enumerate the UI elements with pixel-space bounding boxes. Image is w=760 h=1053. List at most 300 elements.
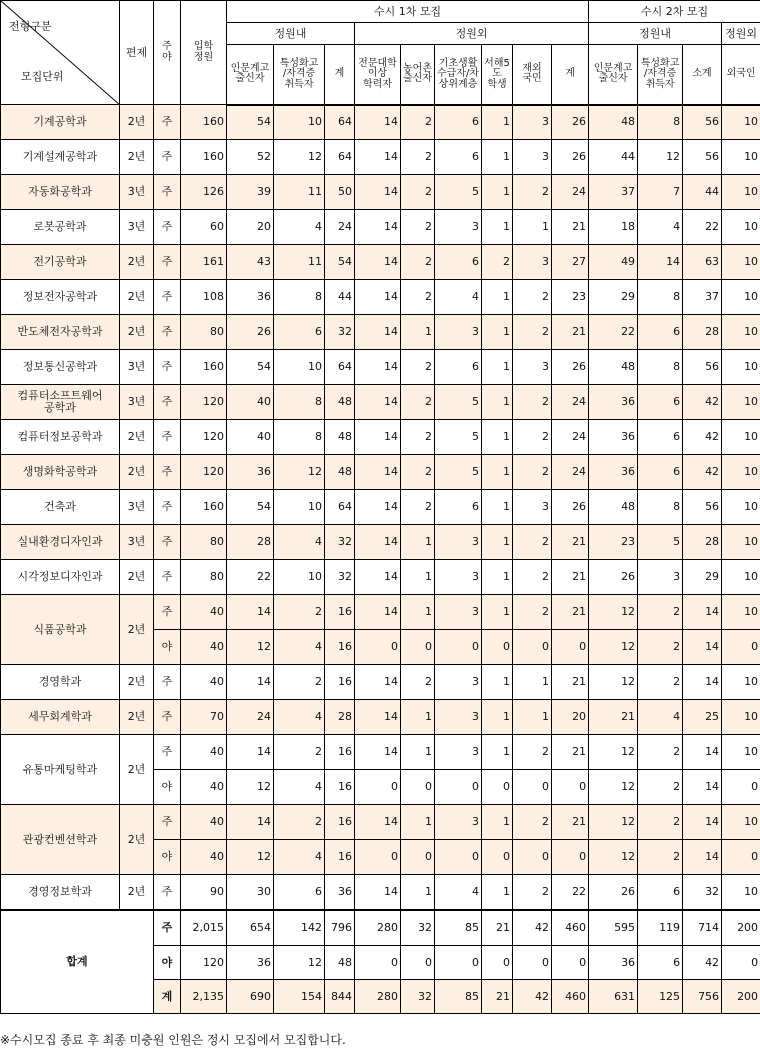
value-cell: 50 <box>325 175 355 210</box>
program-length: 2년 <box>120 875 154 910</box>
value-cell: 24 <box>552 455 589 490</box>
value-cell: 26 <box>227 315 274 350</box>
value-cell: 2 <box>513 420 552 455</box>
day-night: 주 <box>154 875 181 910</box>
value-cell: 10 <box>274 490 325 525</box>
header-daynight: 주 야 <box>154 1 181 105</box>
value-cell: 12 <box>227 840 274 875</box>
value-cell: 0 <box>552 840 589 875</box>
value-cell: 844 <box>325 980 355 1014</box>
admission-quota: 160 <box>181 140 227 175</box>
value-cell: 0 <box>355 946 401 980</box>
value-cell: 10 <box>722 525 760 560</box>
header-r2-within: 정원내 <box>589 23 722 45</box>
value-cell: 3 <box>435 595 482 630</box>
department-name: 생명화학공학과 <box>1 455 120 490</box>
admission-quota: 120 <box>181 385 227 420</box>
program-length: 2년 <box>120 420 154 455</box>
day-night: 주 <box>154 490 181 525</box>
program-length: 2년 <box>120 245 154 280</box>
admission-quota: 40 <box>181 595 227 630</box>
value-cell: 1 <box>482 525 513 560</box>
value-cell: 2 <box>513 875 552 910</box>
value-cell: 1 <box>482 455 513 490</box>
value-cell: 10 <box>274 350 325 385</box>
value-cell: 1 <box>401 805 435 840</box>
value-cell: 28 <box>227 525 274 560</box>
value-cell: 48 <box>325 455 355 490</box>
value-cell: 44 <box>325 280 355 315</box>
value-cell: 0 <box>722 770 760 805</box>
value-cell: 24 <box>325 210 355 245</box>
value-cell: 14 <box>683 595 722 630</box>
value-cell: 12 <box>274 140 325 175</box>
value-cell: 14 <box>355 735 401 770</box>
value-cell: 6 <box>638 455 683 490</box>
value-cell: 631 <box>589 980 638 1014</box>
department-name: 정보전자공학과 <box>1 280 120 315</box>
value-cell: 48 <box>589 490 638 525</box>
value-cell: 1 <box>401 560 435 595</box>
value-cell: 2 <box>274 595 325 630</box>
value-cell: 16 <box>325 770 355 805</box>
department-name: 정보통신공학과 <box>1 350 120 385</box>
day-night: 주 <box>154 245 181 280</box>
value-cell: 14 <box>355 595 401 630</box>
value-cell: 0 <box>482 630 513 665</box>
value-cell: 14 <box>355 385 401 420</box>
total-daynight: 계 <box>154 980 181 1014</box>
value-cell: 1 <box>401 315 435 350</box>
value-cell: 21 <box>552 560 589 595</box>
value-cell: 6 <box>638 946 683 980</box>
value-cell: 11 <box>274 245 325 280</box>
value-cell: 2 <box>482 245 513 280</box>
value-cell: 16 <box>325 630 355 665</box>
table-header <box>1 1 760 105</box>
value-cell: 2 <box>401 490 435 525</box>
header-r1-humanities: 인문계고 출신자 <box>227 45 274 105</box>
value-cell: 2 <box>513 385 552 420</box>
program-length: 2년 <box>120 140 154 175</box>
value-cell: 0 <box>401 770 435 805</box>
value-cell: 21 <box>552 525 589 560</box>
value-cell: 1 <box>482 875 513 910</box>
value-cell: 4 <box>274 770 325 805</box>
header-r1-outside-total: 계 <box>552 45 589 105</box>
corner-label-type: 전형구분 <box>9 20 52 33</box>
value-cell: 85 <box>435 980 482 1014</box>
value-cell: 26 <box>552 105 589 140</box>
value-cell: 14 <box>355 350 401 385</box>
value-cell: 1 <box>401 595 435 630</box>
value-cell: 0 <box>482 840 513 875</box>
header-r1-overseas: 재외 국민 <box>513 45 552 105</box>
program-length: 2년 <box>120 280 154 315</box>
value-cell: 16 <box>325 735 355 770</box>
value-cell: 21 <box>482 910 513 946</box>
value-cell: 654 <box>227 910 274 946</box>
value-cell: 20 <box>552 700 589 735</box>
value-cell: 3 <box>435 735 482 770</box>
value-cell: 10 <box>722 210 760 245</box>
day-night: 주 <box>154 525 181 560</box>
value-cell: 54 <box>227 490 274 525</box>
value-cell: 690 <box>227 980 274 1014</box>
value-cell: 4 <box>638 210 683 245</box>
value-cell: 14 <box>683 770 722 805</box>
department-name: 기계공학과 <box>1 105 120 140</box>
day-night: 주 <box>154 455 181 490</box>
total-daynight: 주 <box>154 910 181 946</box>
value-cell: 54 <box>227 350 274 385</box>
table-row <box>1 420 760 455</box>
value-cell: 0 <box>722 840 760 875</box>
value-cell: 10 <box>722 805 760 840</box>
department-name-line: 컴퓨터소프트웨어 <box>17 389 103 403</box>
value-cell: 2 <box>513 560 552 595</box>
value-cell: 1 <box>482 280 513 315</box>
value-cell: 1 <box>482 805 513 840</box>
value-cell: 37 <box>589 175 638 210</box>
department-name <box>1 385 120 420</box>
value-cell: 2 <box>638 805 683 840</box>
day-night: 주 <box>154 595 181 630</box>
value-cell: 32 <box>325 525 355 560</box>
table-row <box>1 875 760 910</box>
value-cell: 14 <box>355 455 401 490</box>
value-cell: 756 <box>683 980 722 1014</box>
admission-quota: 160 <box>181 105 227 140</box>
value-cell: 12 <box>589 840 638 875</box>
value-cell: 36 <box>589 385 638 420</box>
value-cell: 14 <box>227 595 274 630</box>
value-cell: 0 <box>513 770 552 805</box>
value-cell: 10 <box>722 350 760 385</box>
value-cell: 10 <box>274 105 325 140</box>
value-cell: 6 <box>435 490 482 525</box>
table-row <box>1 665 760 700</box>
day-night: 주 <box>154 315 181 350</box>
header-r1-within: 정원내 <box>227 23 355 45</box>
header-round1: 수시 1차 모집 <box>227 1 589 23</box>
value-cell: 2 <box>401 105 435 140</box>
value-cell: 14 <box>683 665 722 700</box>
value-cell: 12 <box>227 630 274 665</box>
total-daynight: 야 <box>154 946 181 980</box>
admission-quota: 160 <box>181 350 227 385</box>
value-cell: 8 <box>638 350 683 385</box>
department-name: 전기공학과 <box>1 245 120 280</box>
value-cell: 27 <box>552 245 589 280</box>
value-cell: 21 <box>482 980 513 1014</box>
value-cell: 119 <box>638 910 683 946</box>
value-cell: 22 <box>683 210 722 245</box>
table-row <box>1 560 760 595</box>
value-cell: 10 <box>722 735 760 770</box>
value-cell: 2 <box>513 175 552 210</box>
value-cell: 42 <box>513 910 552 946</box>
program-length: 2년 <box>120 700 154 735</box>
value-cell: 3 <box>435 525 482 560</box>
value-cell: 5 <box>435 420 482 455</box>
value-cell: 2 <box>401 210 435 245</box>
value-cell: 16 <box>325 595 355 630</box>
value-cell: 2 <box>401 140 435 175</box>
value-cell: 14 <box>227 805 274 840</box>
value-cell: 24 <box>552 420 589 455</box>
value-cell: 10 <box>722 490 760 525</box>
value-cell: 1 <box>401 735 435 770</box>
value-cell: 0 <box>722 630 760 665</box>
header-r1-special: 특성화고 /자격증 취득자 <box>274 45 325 105</box>
value-cell: 54 <box>325 245 355 280</box>
value-cell: 40 <box>227 385 274 420</box>
value-cell: 21 <box>552 210 589 245</box>
value-cell: 2 <box>401 665 435 700</box>
value-cell: 21 <box>589 700 638 735</box>
table-row <box>1 735 760 770</box>
program-length: 3년 <box>120 350 154 385</box>
table-row <box>1 105 760 140</box>
value-cell: 7 <box>638 175 683 210</box>
value-cell: 43 <box>227 245 274 280</box>
value-cell: 20 <box>227 210 274 245</box>
value-cell: 16 <box>325 665 355 700</box>
value-cell: 48 <box>325 946 355 980</box>
value-cell: 2 <box>274 805 325 840</box>
value-cell: 3 <box>513 245 552 280</box>
value-cell: 23 <box>589 525 638 560</box>
department-name: 실내환경디자인과 <box>1 525 120 560</box>
value-cell: 2 <box>638 770 683 805</box>
value-cell: 1 <box>482 735 513 770</box>
value-cell: 42 <box>513 980 552 1014</box>
value-cell: 26 <box>589 560 638 595</box>
value-cell: 16 <box>325 805 355 840</box>
value-cell: 3 <box>513 140 552 175</box>
value-cell: 14 <box>355 105 401 140</box>
table-row <box>1 350 760 385</box>
value-cell: 280 <box>355 980 401 1014</box>
value-cell: 26 <box>589 875 638 910</box>
value-cell: 5 <box>435 385 482 420</box>
admission-quota: 108 <box>181 280 227 315</box>
value-cell: 48 <box>589 350 638 385</box>
header-r2-outside: 정원외 <box>722 23 760 45</box>
value-cell: 8 <box>274 420 325 455</box>
corner-label-unit: 모집단위 <box>21 70 64 83</box>
admission-quota: 70 <box>181 700 227 735</box>
value-cell: 12 <box>638 140 683 175</box>
header-r1-island: 서해5 도 학생 <box>482 45 513 105</box>
value-cell: 10 <box>722 385 760 420</box>
value-cell: 1 <box>482 385 513 420</box>
value-cell: 0 <box>552 770 589 805</box>
department-name: 세무회계학과 <box>1 700 120 735</box>
value-cell: 8 <box>274 385 325 420</box>
program-length: 3년 <box>120 210 154 245</box>
department-name: 건축과 <box>1 490 120 525</box>
value-cell: 2 <box>638 665 683 700</box>
value-cell: 200 <box>722 910 760 946</box>
value-cell: 36 <box>589 455 638 490</box>
value-cell: 0 <box>355 840 401 875</box>
day-night: 주 <box>154 140 181 175</box>
value-cell: 6 <box>435 105 482 140</box>
table-row <box>1 210 760 245</box>
department-name: 기계설계공학과 <box>1 140 120 175</box>
value-cell: 32 <box>325 560 355 595</box>
day-night: 주 <box>154 210 181 245</box>
department-name: 로봇공학과 <box>1 210 120 245</box>
value-cell: 6 <box>274 315 325 350</box>
value-cell: 54 <box>227 105 274 140</box>
program-length: 3년 <box>120 490 154 525</box>
value-cell: 6 <box>274 875 325 910</box>
admission-quota: 40 <box>181 735 227 770</box>
value-cell: 0 <box>435 840 482 875</box>
table-row <box>1 595 760 630</box>
program-length: 3년 <box>120 525 154 560</box>
value-cell: 14 <box>355 700 401 735</box>
value-cell: 3 <box>435 665 482 700</box>
value-cell: 1 <box>482 665 513 700</box>
value-cell: 14 <box>355 280 401 315</box>
header-r2-foreign: 외국인 <box>722 45 760 105</box>
value-cell: 0 <box>552 630 589 665</box>
day-night: 주 <box>154 385 181 420</box>
value-cell: 14 <box>355 245 401 280</box>
value-cell: 14 <box>355 175 401 210</box>
value-cell: 26 <box>552 490 589 525</box>
corner-header-cell <box>1 1 120 105</box>
total-quota: 2,015 <box>181 910 227 946</box>
header-round2: 수시 2차 모집 <box>589 1 760 23</box>
value-cell: 29 <box>683 560 722 595</box>
value-cell: 10 <box>722 175 760 210</box>
department-name: 반도체전자공학과 <box>1 315 120 350</box>
department-name: 시각정보디자인과 <box>1 560 120 595</box>
header-r1-basic: 기초생활 수급자/차 상위계층 <box>435 45 482 105</box>
value-cell: 1 <box>401 875 435 910</box>
value-cell: 0 <box>435 946 482 980</box>
value-cell: 10 <box>722 700 760 735</box>
value-cell: 8 <box>638 105 683 140</box>
admission-quota: 80 <box>181 560 227 595</box>
value-cell: 32 <box>401 910 435 946</box>
value-cell: 0 <box>435 770 482 805</box>
value-cell: 49 <box>589 245 638 280</box>
value-cell: 56 <box>683 490 722 525</box>
value-cell: 24 <box>552 385 589 420</box>
total-label: 합계 <box>1 910 154 1014</box>
table-row <box>1 315 760 350</box>
value-cell: 11 <box>274 175 325 210</box>
value-cell: 22 <box>552 875 589 910</box>
value-cell: 25 <box>683 700 722 735</box>
admission-quota: 80 <box>181 525 227 560</box>
value-cell: 2 <box>401 350 435 385</box>
admission-quota: 40 <box>181 805 227 840</box>
value-cell: 14 <box>227 735 274 770</box>
value-cell: 460 <box>552 910 589 946</box>
value-cell: 10 <box>722 420 760 455</box>
value-cell: 10 <box>722 665 760 700</box>
value-cell: 12 <box>227 770 274 805</box>
day-night: 주 <box>154 735 181 770</box>
value-cell: 2 <box>513 595 552 630</box>
table-row <box>1 455 760 490</box>
value-cell: 0 <box>482 770 513 805</box>
value-cell: 14 <box>355 525 401 560</box>
value-cell: 44 <box>589 140 638 175</box>
header-r2-humanities: 인문계고 출신자 <box>589 45 638 105</box>
value-cell: 36 <box>227 280 274 315</box>
day-night: 주 <box>154 105 181 140</box>
department-name: 경영학과 <box>1 665 120 700</box>
value-cell: 42 <box>683 420 722 455</box>
value-cell: 2 <box>638 595 683 630</box>
value-cell: 2 <box>401 455 435 490</box>
admission-quota: 40 <box>181 665 227 700</box>
department-name: 관광컨벤션학과 <box>1 805 120 875</box>
value-cell: 2 <box>401 245 435 280</box>
day-night: 주 <box>154 665 181 700</box>
value-cell: 12 <box>589 805 638 840</box>
day-night: 야 <box>154 630 181 665</box>
value-cell: 12 <box>589 770 638 805</box>
table-row <box>1 805 760 840</box>
table-row <box>1 385 760 420</box>
value-cell: 0 <box>722 946 760 980</box>
value-cell: 12 <box>589 595 638 630</box>
header-r1-college: 전문대학 이상 학력자 <box>355 45 401 105</box>
value-cell: 26 <box>552 350 589 385</box>
value-cell: 1 <box>482 350 513 385</box>
value-cell: 42 <box>683 385 722 420</box>
value-cell: 4 <box>638 700 683 735</box>
value-cell: 3 <box>513 105 552 140</box>
admission-quota: 60 <box>181 210 227 245</box>
value-cell: 0 <box>355 770 401 805</box>
value-cell: 24 <box>552 175 589 210</box>
value-cell: 595 <box>589 910 638 946</box>
value-cell: 5 <box>435 455 482 490</box>
value-cell: 3 <box>513 490 552 525</box>
value-cell: 6 <box>638 420 683 455</box>
value-cell: 12 <box>589 630 638 665</box>
value-cell: 4 <box>435 875 482 910</box>
value-cell: 12 <box>589 735 638 770</box>
value-cell: 26 <box>552 140 589 175</box>
value-cell: 14 <box>683 805 722 840</box>
value-cell: 1 <box>513 210 552 245</box>
value-cell: 2 <box>513 315 552 350</box>
value-cell: 2 <box>274 735 325 770</box>
department-name: 식품공학과 <box>1 595 120 665</box>
day-night: 주 <box>154 175 181 210</box>
value-cell: 796 <box>325 910 355 946</box>
admission-quota: 120 <box>181 455 227 490</box>
header-r1-outside: 정원외 <box>355 23 589 45</box>
day-night: 주 <box>154 280 181 315</box>
admission-quota: 40 <box>181 630 227 665</box>
value-cell: 21 <box>552 665 589 700</box>
value-cell: 5 <box>435 175 482 210</box>
value-cell: 0 <box>435 630 482 665</box>
header-r2-special: 특성화고 /자격증 취득자 <box>638 45 683 105</box>
